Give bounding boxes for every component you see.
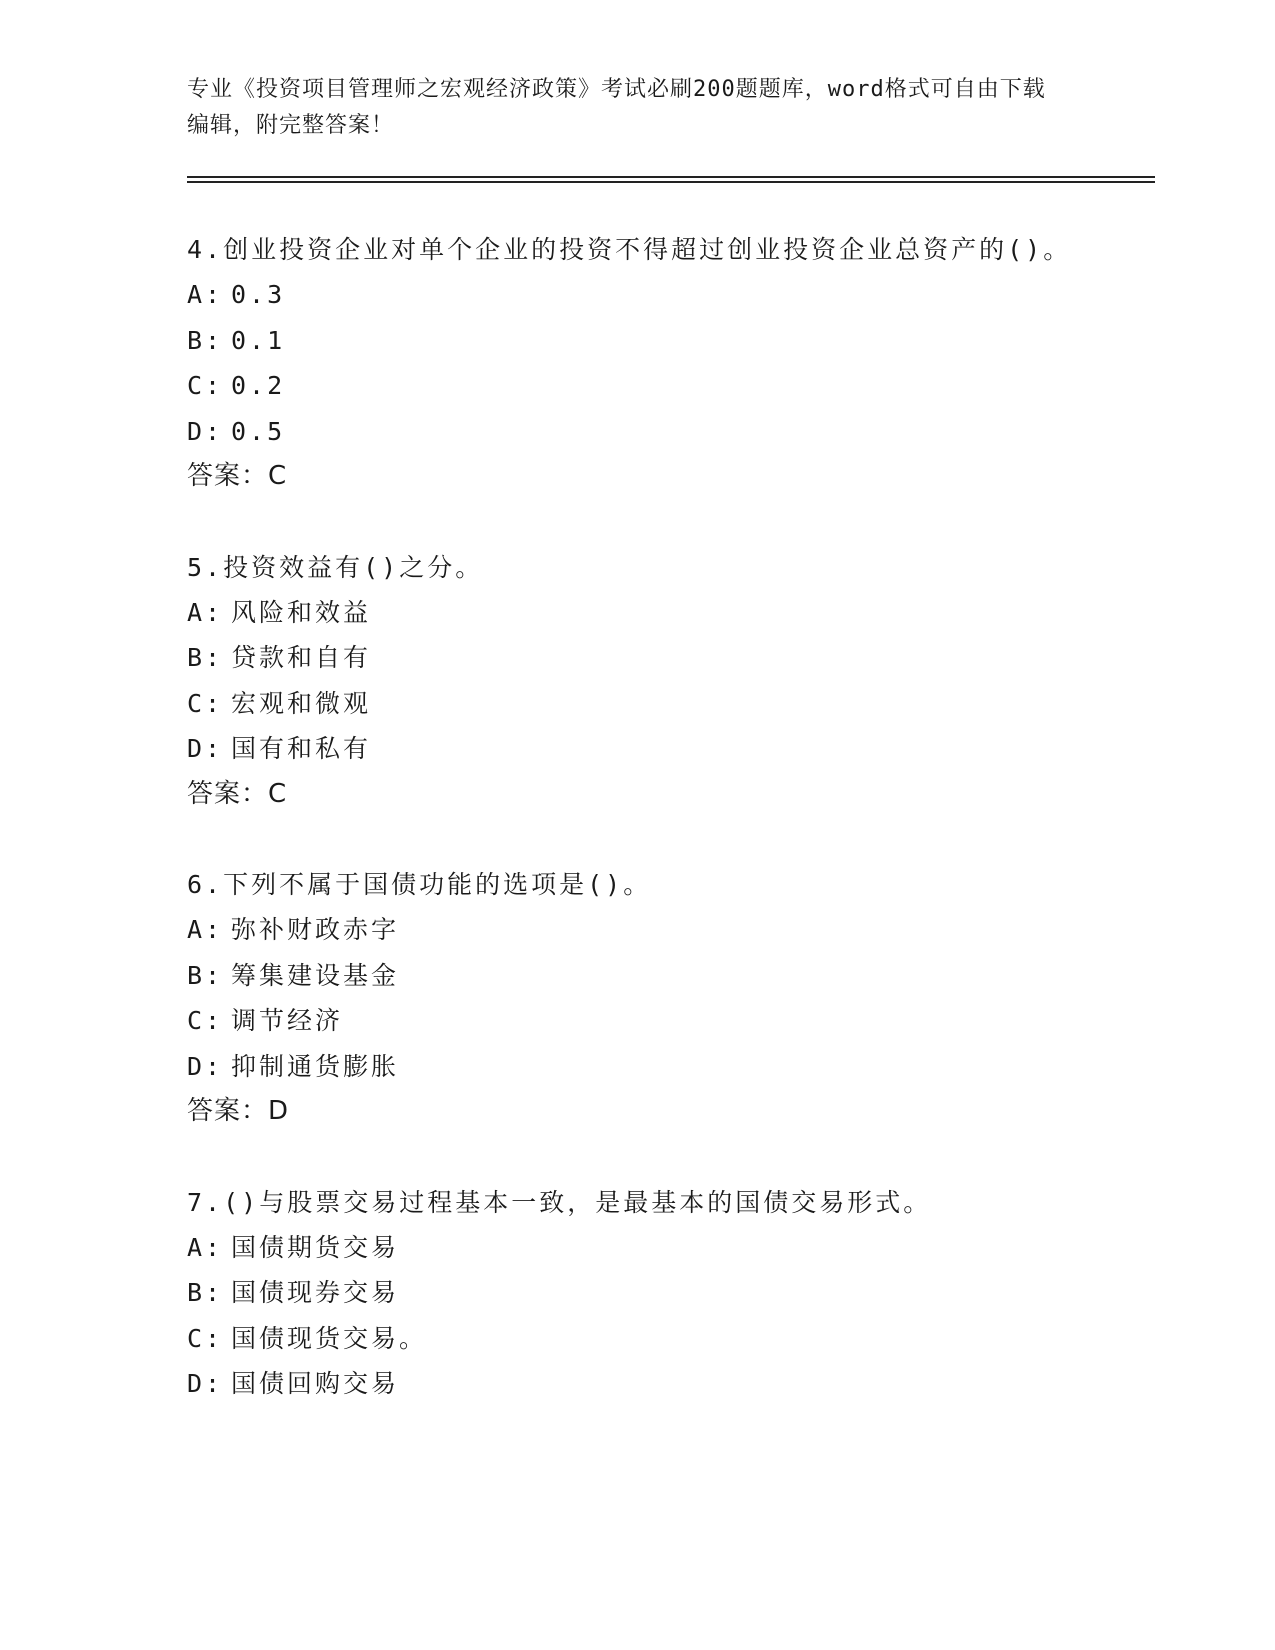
option-key: D: [187,416,224,446]
option-b [187,635,1087,681]
question-7 [187,1180,1087,1407]
option-text: 调节经济 [231,1006,344,1035]
option-text: 0.3 [231,280,286,309]
option-text: 贷款和自有 [231,643,372,672]
answer-line: 答案：C [187,778,288,809]
option-a [187,272,1087,318]
option-key: B: [187,643,224,672]
option-text: 宏观和微观 [231,688,372,718]
option-b [187,953,1087,999]
option-d [187,409,1087,455]
document-intro: 专业《投资项目管理师之宏观经济政策》考试必刷200题题库，word格式可自由下载编辑，附完整答案！ [187,77,1046,138]
option-text: 国债现券交易 [231,1278,400,1307]
option-text: 弥补财政赤字 [231,915,400,944]
option-c [187,363,1087,409]
option-key: A: [187,1232,224,1262]
option-text: 0.1 [231,325,286,355]
option-key: B: [187,1278,224,1307]
option-key: C: [187,371,224,400]
header-divider-top [187,176,1155,178]
option-text: 筹集建设基金 [231,960,400,990]
question-6 [187,862,1087,1135]
answer-line: 答案：C [187,461,288,491]
option-key: D: [187,734,224,763]
header-divider-bottom [187,181,1155,183]
option-text: 风险和效益 [231,597,372,627]
spacer [187,500,1087,545]
answer-line: 答案：D [187,1096,290,1126]
option-a [187,1225,1087,1271]
option-c [187,1316,1087,1362]
question-stem: 7.()与股票交易过程基本一致，是最基本的国债交易形式。 [187,1187,932,1217]
option-c [187,998,1087,1044]
option-key: D: [187,1369,224,1398]
option-key: A: [187,280,224,309]
option-text: 国债期货交易 [231,1232,400,1262]
option-text: 0.2 [231,371,286,400]
option-c [187,681,1087,727]
question-4 [187,227,1087,500]
option-b [187,1270,1087,1316]
question-list [187,227,1087,1407]
option-d [187,726,1087,772]
option-text: 国有和私有 [231,734,372,763]
option-b [187,318,1087,364]
spacer [187,1135,1087,1180]
option-key: A: [187,597,224,627]
question-stem: 4.创业投资企业对单个企业的投资不得超过创业投资企业总资产的()。 [187,235,1072,264]
option-key: A: [187,915,224,944]
option-text: 国债回购交易 [231,1369,400,1398]
question-stem: 6.下列不属于国债功能的选项是()。 [187,870,652,899]
option-key: C: [187,1323,224,1353]
option-text: 国债现货交易。 [231,1323,428,1353]
option-key: B: [187,325,224,355]
option-d [187,1361,1087,1407]
spacer [187,817,1087,862]
option-key: D: [187,1051,224,1081]
option-a [187,590,1087,636]
option-text: 抑制通货膨胀 [231,1051,400,1081]
option-d [187,1044,1087,1090]
option-key: B: [187,960,224,990]
option-a [187,907,1087,953]
option-key: C: [187,1006,224,1035]
question-stem: 5.投资效益有()之分。 [187,552,484,582]
option-text: 0.5 [231,416,286,446]
option-key: C: [187,688,224,718]
question-5 [187,545,1087,818]
